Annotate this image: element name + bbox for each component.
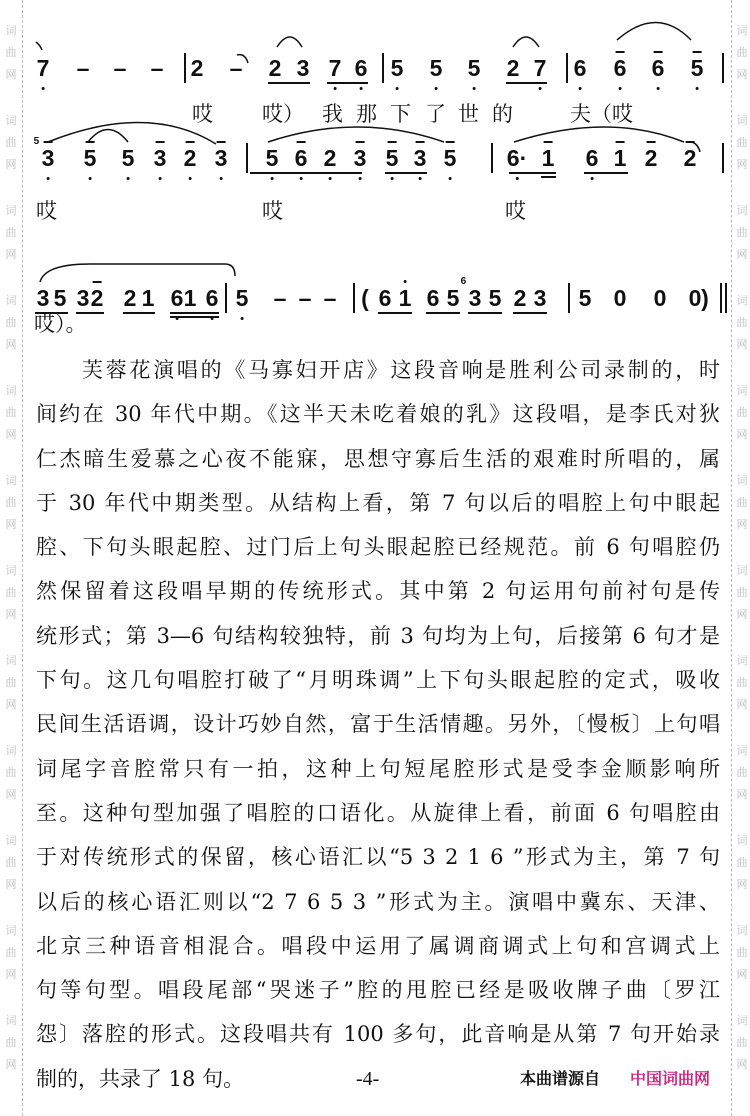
note-text: 6· [506, 145, 528, 171]
note-text: 2 [90, 285, 104, 311]
lyric: 哎） [262, 102, 304, 126]
note-text: 0 [688, 285, 702, 311]
lyric: 哎 [505, 199, 526, 223]
lyric: 下 [390, 102, 411, 126]
watermark: 词 曲 网 [736, 114, 748, 171]
note-text: ( [361, 285, 369, 311]
note-text: 5 [443, 145, 457, 171]
note-text: 3 [413, 145, 427, 171]
note-text: 1 [541, 145, 555, 171]
text-line: 至。这种句型加强了唱腔的口语化。从旋律上看，前面 6 句唱腔由 [36, 800, 720, 825]
note-text: 5 [488, 285, 502, 311]
note-text: 6 [651, 55, 665, 81]
note-text: 0 [653, 285, 667, 311]
watermark: 词 曲 网 [736, 924, 748, 981]
watermark: 词 曲 网 [5, 1014, 17, 1071]
watermark: 词 曲 网 [5, 474, 17, 531]
watermark: 词 曲 网 [736, 24, 748, 81]
note-text: 6 [294, 145, 308, 171]
watermark: 词 曲 网 [736, 384, 748, 441]
note-text: 2 [644, 145, 658, 171]
lyric: 哎 [36, 199, 57, 223]
note-text: 1 [398, 285, 412, 311]
lyric: 我 [322, 102, 343, 126]
body-paragraph [36, 348, 720, 1101]
note-text: 5 [121, 145, 135, 171]
note-text: ) [701, 285, 709, 311]
note-text: 2 [123, 285, 137, 311]
watermark: 词 曲 网 [736, 1014, 748, 1071]
text-line: 于 30 年代中期类型。从结构上看，第 7 句以后的唱腔上句中眼起 [36, 490, 720, 515]
note-text: 5 [265, 145, 279, 171]
note-text: 1 [613, 145, 627, 171]
watermark: 词 曲 网 [736, 744, 748, 801]
lyric: 那 [356, 102, 377, 126]
watermark: 词 曲 网 [736, 564, 748, 621]
watermark: 词 曲 网 [5, 564, 17, 621]
text-line: 词尾字音腔常只有一拍，这种上句短尾腔形式是受李金顺影响所 [36, 756, 720, 781]
watermark: 词 曲 网 [5, 114, 17, 171]
note-text: 3 [76, 285, 90, 311]
watermark: 词 曲 网 [5, 204, 17, 261]
watermark: 词 曲 网 [736, 294, 748, 351]
note-text: 3 [36, 285, 50, 311]
note-text: 6 [170, 285, 184, 311]
note-text: 3 [533, 285, 547, 311]
note-text: 2 [268, 55, 282, 81]
note-text: 5 [83, 145, 97, 171]
lyric: 哎 [192, 102, 213, 126]
note-text: 2 [683, 145, 697, 171]
note-text: 5 [235, 285, 249, 311]
watermark: 词 曲 网 [736, 654, 748, 711]
text-line: 间约在 30 年代中期。《这半天未吃着娘的乳》这段唱，是李氏对狄 [36, 402, 720, 427]
slur-marks [0, 0, 750, 340]
note-text: 3 [468, 285, 482, 311]
note-text: 2 [183, 145, 197, 171]
page-number: -4- [356, 1068, 380, 1090]
note-text: – [113, 55, 127, 81]
note-text: – [273, 285, 287, 311]
text-line: 芙蓉花演唱的《马寡妇开店》这段音响是胜利公司录制的，时 [82, 358, 720, 382]
watermark: 词 曲 网 [5, 384, 17, 441]
note-text: 3 [214, 145, 228, 171]
note-text: 6 [573, 55, 587, 81]
note-text: 1 [141, 285, 155, 311]
watermark: 词 曲 网 [5, 294, 17, 351]
note-text: 6 [613, 55, 627, 81]
note-text: 6 [585, 145, 599, 171]
lyric: 的 [492, 102, 513, 126]
lyric: 世 [458, 102, 479, 126]
note-text: 6 [378, 285, 392, 311]
note-text: 2 [513, 285, 527, 311]
watermark: 词 曲 网 [5, 924, 17, 981]
text-line: 制的，共录了 18 句。 [36, 1066, 245, 1091]
watermark: 词 曲 网 [736, 474, 748, 531]
note-text: 6 [205, 285, 219, 311]
note-text: – [298, 285, 312, 311]
note-text: – [76, 55, 90, 81]
note-text: – [323, 285, 337, 311]
note-text: 7 [36, 55, 50, 81]
watermark: 词 曲 网 [5, 24, 17, 81]
grace-note: 5 [33, 136, 40, 147]
text-line: 腔、下句头眼起腔、过门后上句头眼起腔已经规范。前 6 句唱腔仍 [36, 535, 720, 560]
note-text: 5 [578, 285, 592, 311]
note-text: 2 [506, 55, 520, 81]
note-text: 3 [296, 55, 310, 81]
text-line: 然保留着这段唱早期的传统形式。其中第 2 句运用句前衬句是传 [36, 579, 720, 604]
text-line: 北京三种语音相混合。唱段中运用了属调商调式上句和宫调式上 [36, 933, 720, 958]
note-text: – [229, 55, 243, 81]
lyric: 哎）。 [34, 312, 87, 336]
note-text: 2 [190, 55, 204, 81]
text-line: 于对传统形式的保留，核心语汇以“5 3 2 1 6 ”形式为主，第 7 句 [36, 845, 720, 870]
note-text: 5 [690, 55, 704, 81]
note-text: 7 [533, 55, 547, 81]
text-line: 仁杰暗生爱慕之心夜不能寐，思想守寡后生活的艰难时所唱的，属 [36, 446, 720, 471]
text-line: 以后的核心语汇则以“2 7 6 5 3 ”形式为主。演唱中冀东、天津、 [36, 889, 720, 914]
lyric: 了 [425, 102, 446, 126]
text-line: 怨〕落腔的形式。这段唱共有 100 多句，此音响是从第 7 句开始录 [36, 1022, 720, 1047]
note-text: 6 [426, 285, 440, 311]
note-text: 5 [429, 55, 443, 81]
lyric: 夫（哎 [570, 102, 633, 126]
note-text: 5 [385, 145, 399, 171]
note-text: 5 [390, 55, 404, 81]
note-text: 2 [323, 145, 337, 171]
text-line: 统形式；第 3—6 句结构较独特，前 3 句均为上句，后接第 6 句才是 [36, 623, 720, 648]
watermark: 词 曲 网 [736, 204, 748, 261]
watermark: 词 曲 网 [5, 654, 17, 711]
note-text: 3 [153, 145, 167, 171]
note-text: 0 [613, 285, 627, 311]
note-text: 5 [467, 55, 481, 81]
note-text: 6 [354, 55, 368, 81]
note-text: 7 [328, 55, 342, 81]
watermark: 词 曲 网 [5, 834, 17, 891]
lyric: 哎 [262, 199, 283, 223]
text-line: 句等句型。唱段尾部“哭迷子”腔的甩腔已经是吸收牌子曲〔罗江 [36, 978, 720, 1003]
text-line: 民间生活语调，设计巧妙自然，富于生活情趣。另外，〔慢板〕上句唱 [36, 712, 720, 737]
source-label: 本曲谱源自 [520, 1069, 601, 1088]
note-text: 3 [353, 145, 367, 171]
note-text: 3 [41, 145, 55, 171]
grace-note: 6 [460, 276, 467, 287]
text-line: 下句。这几句唱腔打破了“月明珠调”上下句头眼起腔的定式，吸收 [36, 668, 720, 693]
source-site-link[interactable]: 中国词曲网 [630, 1069, 711, 1088]
note-text: 1 [183, 285, 197, 311]
watermark: 词 曲 网 [736, 834, 748, 891]
note-text: 5 [53, 285, 67, 311]
watermark: 词 曲 网 [5, 744, 17, 801]
note-text: 5 [446, 285, 460, 311]
note-text: – [150, 55, 164, 81]
